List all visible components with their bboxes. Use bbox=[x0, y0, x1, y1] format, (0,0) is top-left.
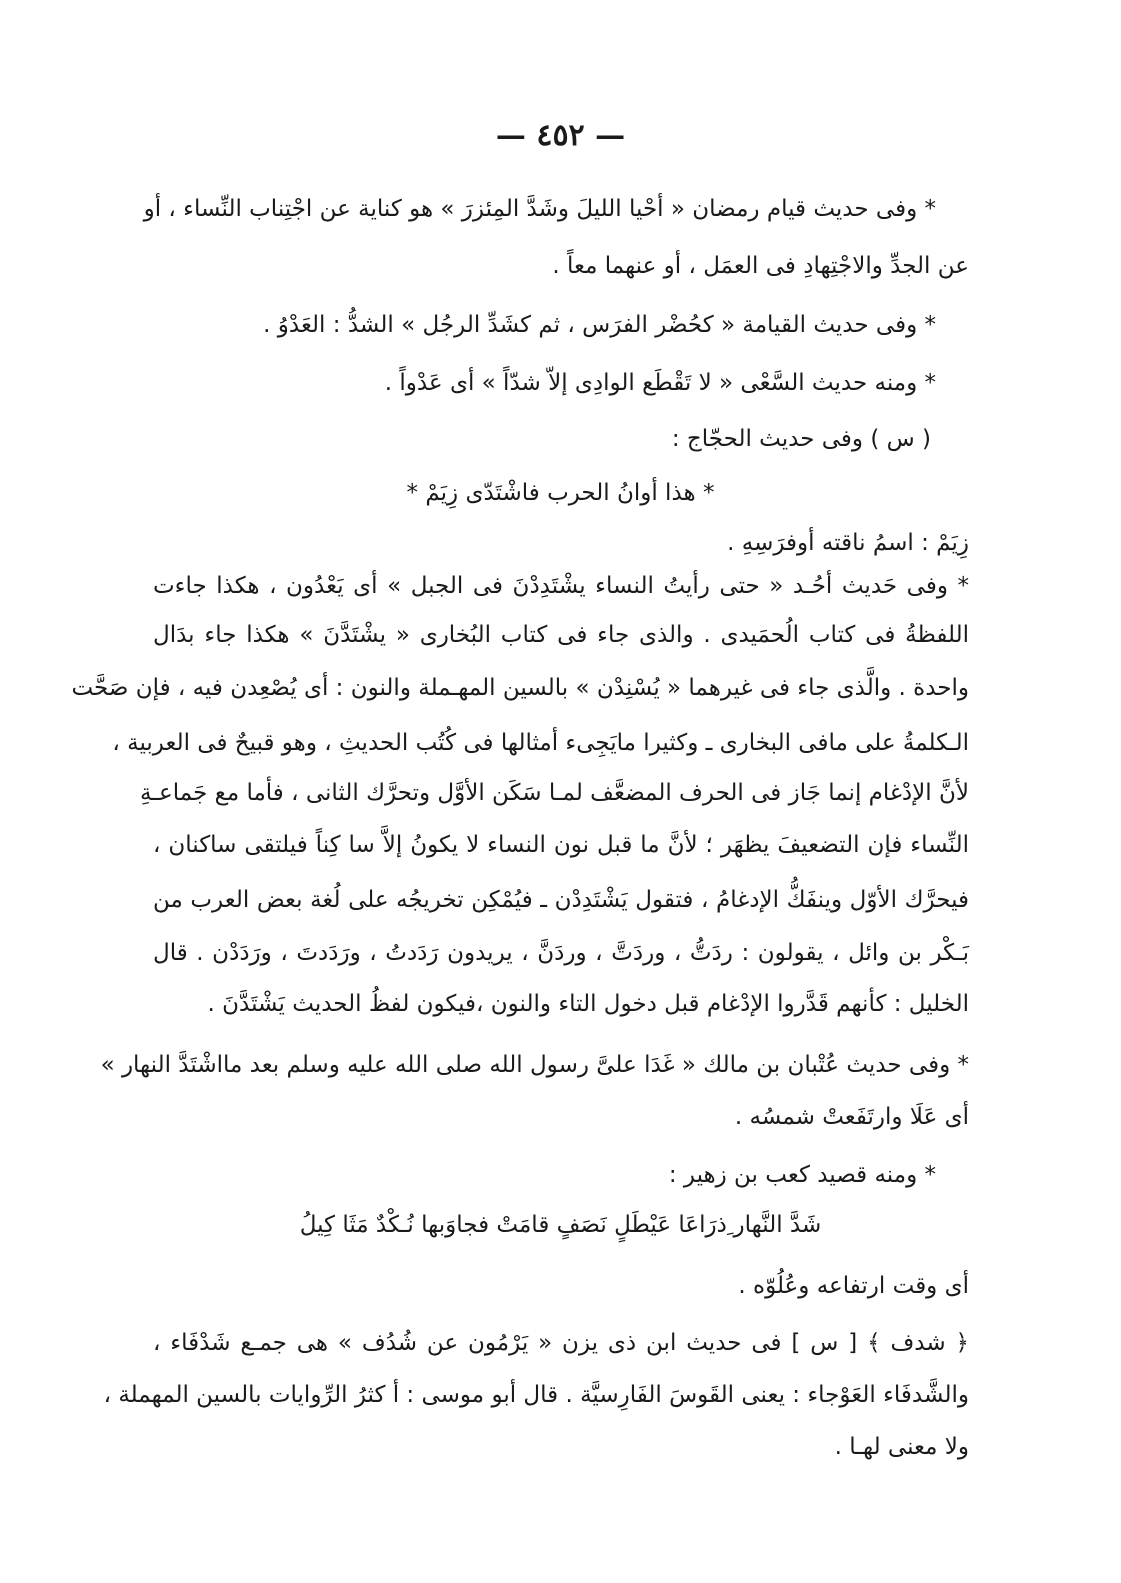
text-line: ولا معنى لهـا . bbox=[834, 1434, 969, 1460]
text-line: الـكلمةُ على مافى البخارى ـ وكثيرا مايَجِىء أمثالها فى كُتُب الحديثِ ، وهو قبيحٌ فى العربية ، bbox=[112, 730, 969, 756]
text-line: * وفى حديث عُتْبان بن مالك « غَدَا علىَّ رسول الله صلى الله عليه وسلم بعد مااشْتَدَّ النهار » bbox=[100, 1052, 969, 1078]
text-line: ( س ) وفى حديث الحجّاج : bbox=[671, 426, 931, 452]
text-line: * وفى حَديث أحُـد « حتى رأيتُ النساء يشْتَدِدْنَ فى الجبل » أى يَعْدُون ، هكذا جاءت bbox=[153, 573, 969, 599]
text-line: * وفى حديث قيام رمضان « أحْيا الليلَ وشَدَّ المِئزرَ » هو كناية عن اجْتِناب النِّساء ، أو bbox=[143, 196, 936, 222]
text-line: * ومنه قصيد كعب بن زهير : bbox=[668, 1162, 936, 1188]
text-line: واحدة . والَّذى جاء فى غيرهما « يُسْنِدْن » بالسين المهـملة والنون : أى يُصْعِدن فيه ، فإن صَحَّت bbox=[71, 675, 969, 701]
text-line: زِيَمْ : اسمُ ناقته أوفرَسِهِ . bbox=[727, 530, 969, 556]
text-line: أى وقت ارتفاعه وعُلُوّه . bbox=[738, 1273, 969, 1299]
text-line: النِّساء فإن التضعيفَ يظهَر ؛ لأنَّ ما قبل نون النساء لا يكونُ إلاَّ سا كِناً فيلتقى ساكنان ، bbox=[153, 832, 969, 858]
page-number: — ٤٥٢ — bbox=[495, 118, 626, 153]
text-line: بَـكْر بن وائل ، يقولون : ردَتُّ ، وردَتَّ ، وردَنَّ ، يريدون رَدَدتُ ، ورَدَدتَ ، ورَدَدْن . قال bbox=[153, 940, 969, 966]
text-line: الخليل : كأنهم قَدَّروا الإدْغام قبل دخول التاء والنون ،فيكون لفظُ الحديث يَشْتَدَّنَ . bbox=[207, 991, 969, 1017]
text-line: أى عَلَا وارتَفَعتْ شمسُه . bbox=[734, 1104, 969, 1130]
text-line: * ومنه حديث السَّعْى « لا تَقْطَع الوادِى إلاّ شدّاً » أى عَدْواً . bbox=[384, 370, 936, 396]
text-line: * وفى حديث القيامة « كحُضْر الفرَس ، ثم كشَدِّ الرجُل » الشدُّ : العَدْوُ . bbox=[263, 312, 936, 338]
text-line: ﴿ شدف ﴾ [ س ] فى حديث ابن ذى يزن « يَرْمُون عن شُدُف » هى جمـع شَدْفَاء ، bbox=[153, 1330, 969, 1356]
text-line: والشَّدفَاء العَوْجاء : يعنى القَوسَ الفَارِسيَّة . قال أبو موسى : أ كثرُ الرِّوايات بالسين المهملة ، bbox=[103, 1382, 969, 1408]
text-line: اللفظةُ فى كتاب الُحمَيدى . والذى جاء فى كتاب البُخارى « يشْتَدَّنَ » هكذا جاء بدَال bbox=[153, 622, 969, 648]
verse-line: شَدَّ النَّهار ِذرَاعَا عَيْطَلٍ نَصَفٍ قامَتْ فجاوَبها نُـكْدٌ مَثَا كِيلُ bbox=[299, 1212, 822, 1238]
verse-line: * هذا أوانُ الحرب فاشْتَدّى زِيَمْ * bbox=[406, 480, 715, 506]
text-line: لأنَّ الإدْغام إنما جَاز فى الحرف المضعَّف لمـا سَكَن الأوَّل وتحرَّك الثانى ، فأما مع جَماعـةِ bbox=[139, 780, 969, 806]
text-line: عن الجدِّ والاجْتِهادِ فى العمَل ، أو عنهما معاً . bbox=[552, 253, 969, 279]
text-line: فيحرَّك الأوّل وينفَكُّ الإدغامُ ، فتقول يَشْتَدِدْن ـ فيُمْكِن تخريجُه على لُغة بعض العرب من bbox=[153, 887, 969, 913]
